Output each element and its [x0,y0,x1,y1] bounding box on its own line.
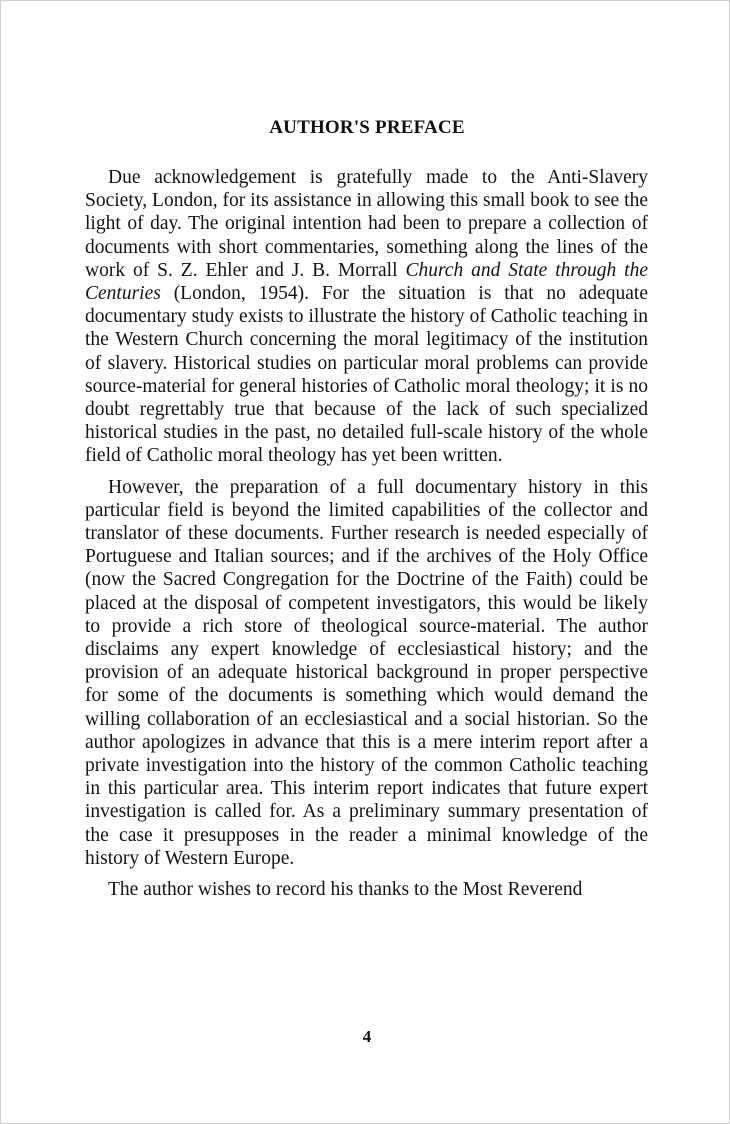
paragraph-acknowledgement [85,166,648,468]
preface-body [85,166,648,901]
paragraph-1-text-end: (London, 1954). For the situation is that no adequate documentary study exists to illustrate the history of Catholic teaching in the Western Church concerning the moral legitimacy of the institution of slavery. Historical studies on particular moral problems can provide source-material for general histories of Catholic moral theology; it is no doubt regrettably true that because of the lack of such specialized historical studies in the past, no detailed full-scale history of the whole field of Catholic moral theology has yet been written. [85,283,648,467]
book-title-italic: Church and State through the Centuries [85,259,649,305]
page-number: 4 [362,1027,372,1046]
page-title: AUTHOR'S PREFACE [269,117,465,138]
paragraph-thanks: The author wishes to record his thanks to the Most Reverend [108,879,583,901]
paragraph-1-text-start: Due acknowledgement is gratefully made to the Anti-Slavery Society, London, for its assistance in allowing this small book to see the light of day. The original intention had been to prepare a collection of documents with short commentaries, something along the lines of the work of S. Z. Ehler and J. B. Morrall [85,167,648,281]
paragraph-limitations: However, the preparation of a full documentary history in this particular field is beyond the limited capabilities of the collector and translator of these documents. Further research is needed especially of Portuguese and Italian sources; and if the archives of the Holy Office (now the Sacred Congregation for the Doctrine of the Faith) could be placed at the disposal of competent investigators, this would be likely to provide a rich store of theological source-material. The author disclaims any expert knowledge of ecclesiastical history; and the provision of an adequate historical background in proper perspective for some of the documents is something which would demand the willing collaboration of an ecclesiastical and a social historian. So the author apologizes in advance that this is a mere interim report after a private investigation into the history of the common Catholic teaching in this particular area. This interim report indicates that future expert investigation is called for. As a preliminary summary presentation of the case it presupposes in the reader a minimal knowledge of the history of Western Europe. [85,476,648,869]
